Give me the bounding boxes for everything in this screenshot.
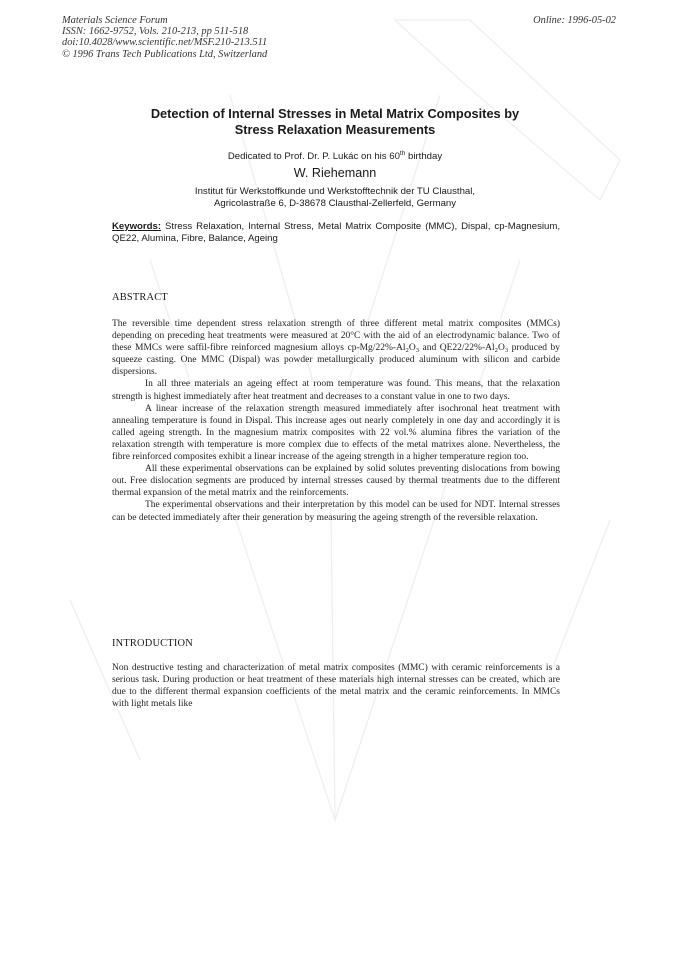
subscript: 3 — [504, 347, 509, 355]
affiliation-line-2: Agricolastraße 6, D-38678 Clausthal-Zellerfeld, Germany — [213, 198, 457, 209]
introduction-paragraph-1: Non destructive testing and characterization of metal matrix composites (MMC) with ceramic reinforcements is a serious task. During production or heat treatment of these materials high internal stresses can be created, which are due to the different thermal expansion coefficients of the metal matrix and the ceramic reinforcements. In MMCs with light metals like — [112, 663, 560, 710]
abstract-paragraph-3: A linear increase of the relaxation strength measured immediately after isochronal heat treatment with annealing temperature is found in Dispal. This increase ages out nearly completely in one day and accordingly it is called ageing strength. In the magnesium matrix composites with 22 vol.% alumina fibres the variation of the relaxation strength with temperature is more complex due to effects of the metal matrixes alone. Nevertheless, the fibre reinforced composites exhibit a linear increase of the ageing strength in a higher temperature region too. — [112, 403, 560, 463]
copyright-line: © 1996 Trans Tech Publications Ltd, Switzerland — [62, 48, 268, 60]
keywords-text: Stress Relaxation, Internal Stress, Metal Matrix Composite (MMC), Dispal, cp-Magnesium, QE22, Alumina, Fibre, Balance, Ageing — [112, 221, 560, 245]
abstract-heading: ABSTRACT — [112, 292, 168, 303]
journal-name: Materials Science Forum — [62, 15, 168, 26]
author-name: W. Riehemann — [293, 166, 377, 180]
abstract-p1-text-c: and QE22/22%-Al — [419, 343, 495, 354]
abstract-paragraph-1 — [112, 318, 560, 378]
doi-line: doi:10.4028/www.scientific.net/MSF.210-213.511 — [62, 37, 268, 49]
abstract-p1-text-a: The reversible time dependent stress relaxation strength of three different metal matrix composites (MMCs) depending on preceding heat treatments were measured at 20°C with the aid of an electrodynamic balance. Two of these MMCs were saffil-fibre reinforced magnesium alloys cp-Mg/22%-Al — [112, 319, 560, 354]
introduction-heading: INTRODUCTION — [112, 638, 193, 649]
issn-line: ISSN: 1662-9752, Vols. 210-213, pp 511-518 — [62, 26, 249, 38]
affiliation — [90, 186, 580, 210]
paper-title — [90, 106, 580, 138]
affiliation-line-1: Institut für Werkstoffkunde und Werkstofftechnik der TU Clausthal, — [194, 186, 476, 197]
title-line-2: Stress Relaxation Measurements — [234, 122, 436, 137]
subscript: 3 — [415, 347, 419, 355]
abstract-p1-text-e: produced by squeeze casting. One MMC (Dispal) was powder metallurgically produced aluminum with silicon and carbide dispersions. — [112, 343, 560, 378]
dedication-prefix: Dedicated to Prof. Dr. P. Lukác on his 60 — [227, 151, 400, 163]
subscript: 2 — [494, 347, 498, 355]
journal-citation — [62, 15, 267, 60]
abstract-paragraph-4: All these experimental observations can be explained by solid solutes preventing dislocations from bowing out. Free dislocation segments are produced by internal stresses caused by thermal treatments due to the different thermal expansion of the metal matrix and the reinforcements. — [112, 464, 560, 499]
abstract-paragraph-2: In all three materials an ageing effect at room temperature was found. This means, that the relaxation strength is highest immediately after heat treatment and decreases to a constant value in one to two days. — [112, 379, 560, 402]
abstract-p1-text-d: O — [497, 343, 505, 354]
abstract-p1-text-b: O — [408, 343, 416, 354]
dedication-suffix: birthday — [405, 151, 443, 163]
keywords — [112, 221, 560, 246]
subscript: 2 — [405, 347, 409, 355]
online-date: Online: 1996-05-02 — [533, 15, 616, 26]
keywords-label: Keywords: — [112, 221, 162, 232]
dedication-sup: th — [399, 150, 406, 157]
introduction-body — [112, 662, 560, 710]
dedication — [90, 148, 580, 163]
title-line-1: Detection of Internal Stresses in Metal Matrix Composites by — [150, 106, 520, 121]
abstract-paragraph-5: The experimental observations and their interpretation by this model can be used for NDT. Internal stresses can be detected immediately after their generation by measuring the ageing strength of the reversible relaxation. — [112, 500, 560, 523]
abstract-body — [112, 318, 560, 524]
